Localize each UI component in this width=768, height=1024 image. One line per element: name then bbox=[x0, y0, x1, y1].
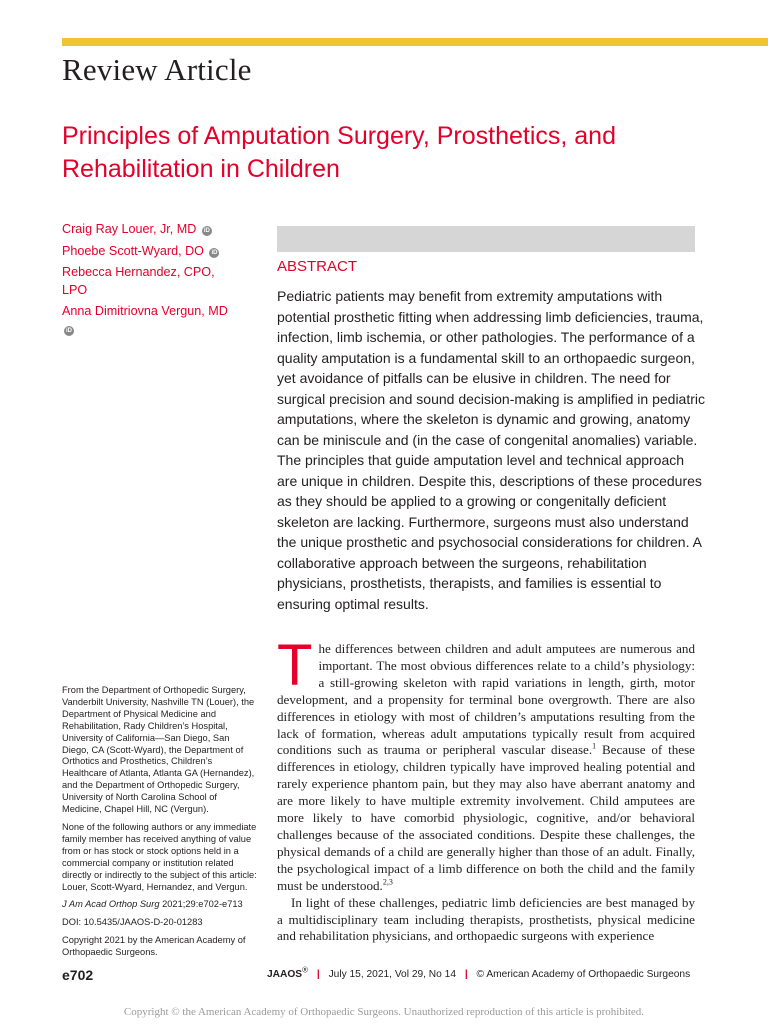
citation-journal: J Am Acad Orthop Surg bbox=[62, 899, 160, 910]
reference-link[interactable]: 2,3 bbox=[382, 877, 393, 887]
body-text-segment: he differences between children and adult amputees are numerous and important. The most obvious differences relate to a child’s physiology: a still-growing skeleton with rapid variations in length, girth, motor development, and a propensity for terminal bone overgrowth. There are also differences in etiology with most of children’s amputations resulting from the lack of formation, whereas adult amputations typically result from acquired conditions such as trauma or peripheral vascular disease. bbox=[277, 641, 695, 758]
author-list bbox=[62, 221, 242, 342]
author-item bbox=[62, 264, 242, 299]
orcid-icon[interactable]: iD bbox=[203, 228, 210, 234]
journal-footer bbox=[267, 965, 691, 980]
abstract-header-bar bbox=[277, 226, 695, 252]
article-body bbox=[277, 633, 695, 945]
top-accent-rule bbox=[62, 38, 768, 46]
article-title: Principles of Amputation Surgery, Prosthetics, and Rehabilitation in Children bbox=[62, 122, 616, 183]
footer-separator: | bbox=[464, 969, 468, 980]
affiliation-text: From the Department of Orthopedic Surgery, Vanderbilt University, Nashville TN (Louer), the Department of Physical Medicine and Rehabilitation, Rady Children’s Hospital, University of California—San Diego, San Diego, CA (Scott-Wyard), the Department of Orthotics and Prosthetics, Children’s Healthcare of Atlanta, Atlanta GA (Hernandez), and the Department of Orthopedic Surgery, University of North Carolina School of Medicine, Chapel Hill, NC (Vergun). bbox=[62, 685, 255, 815]
affiliations-note bbox=[62, 685, 257, 965]
journal-name: JAAOS bbox=[267, 969, 303, 980]
author-item bbox=[62, 221, 242, 239]
page-number: e702 bbox=[62, 967, 94, 983]
orcid-icon[interactable]: iD bbox=[211, 249, 218, 256]
abstract-text: Pediatric patients may benefit from extremity amputations with potential prosthetic fitting when addressing limb deficiencies, trauma, infection, limb ischemia, or other pathologies. The performance of a quality amputation is a fundamental skill to an orthopaedic surgeon, yet avoidance of pitfalls can be elusive in children. The need for surgical precision and sound decision-making is amplified in pediatric amputations, where the skeleton is dynamic and growing, anatomy can be miniscule and (in the case of congenital anomalies) variable. The principles that guide amputation level and technical approach are unique in children. Despite this, descriptions of these procedures as they should be applied to a growing or congenitally deficient skeleton are lacking. Furthermore, surgeons must also understand the unique prosthetic and psychosocial considerations for children. A collaborative approach between the surgeons, rehabilitation physicians, prosthetists, therapists, and families is essential to ensuring optimal results. bbox=[277, 288, 705, 612]
body-paragraph: In light of these challenges, pediatric limb deficiencies are best managed by a multidisciplinary team including therapists, prosthetists, physical medicine and rehabilitation physicians, and orthopaedic surgeons with experience bbox=[277, 894, 695, 944]
publisher-info: © American Academy of Orthopaedic Surgeons bbox=[476, 969, 691, 980]
citation-details: 2021;29:e702-e713 bbox=[159, 899, 243, 910]
author-item bbox=[62, 243, 242, 261]
author-name[interactable]: Rebecca Hernandez, CPO, LPO bbox=[62, 265, 215, 297]
drop-cap: T bbox=[277, 633, 313, 698]
author-name[interactable]: Anna Dimitriovna Vergun, MD bbox=[62, 304, 228, 318]
registered-mark: ® bbox=[302, 965, 309, 975]
reference-link[interactable]: 1 bbox=[592, 742, 597, 752]
author-item bbox=[62, 303, 242, 338]
copyright-watermark: Copyright © the American Academy of Orthopaedic Surgeons. Unauthorized reproduction of this article is prohibited. bbox=[123, 1006, 645, 1018]
copyright-note: Copyright 2021 by the American Academy of Orthopaedic Surgeons. bbox=[62, 935, 246, 958]
citation-line bbox=[62, 899, 257, 911]
disclosure-text: None of the following authors or any immediate family member has received anything of value from or has stock or stock options held in a commercial company or institution related directly or indirectly to the subject of this article: Louer, Scott-Wyard, Hernandez, and Vergun. bbox=[62, 821, 257, 892]
orcid-icon[interactable]: iD bbox=[66, 327, 72, 334]
footer-separator: | bbox=[316, 969, 320, 980]
section-label: Review Article bbox=[62, 52, 252, 87]
body-paragraph bbox=[277, 633, 695, 895]
issue-info: July 15, 2021, Vol 29, No 14 bbox=[328, 969, 456, 980]
author-name[interactable]: Phoebe Scott-Wyard, DO bbox=[62, 243, 204, 258]
doi-link[interactable]: DOI: 10.5435/JAAOS-D-20-01283 bbox=[62, 917, 203, 928]
body-text-segment: Because of these differences in etiology, children typically have improved healing potential and rarely experience phantom pain, but they may also have aberrant anatomy and are more likely to have multiple extremity involvement. Child amputees are more likely to have comorbid physiologic, cognitive, and/or behavioral challenges because of the associated conditions. Despite these challenges, the physical demands of a child are generally higher than those of an adult. Finally, the psychological impact of a limb difference on both the child and the family must be understood. bbox=[277, 742, 695, 893]
author-name[interactable]: Craig Ray Louer, Jr, MD bbox=[62, 222, 197, 236]
abstract-heading: ABSTRACT bbox=[277, 258, 358, 275]
